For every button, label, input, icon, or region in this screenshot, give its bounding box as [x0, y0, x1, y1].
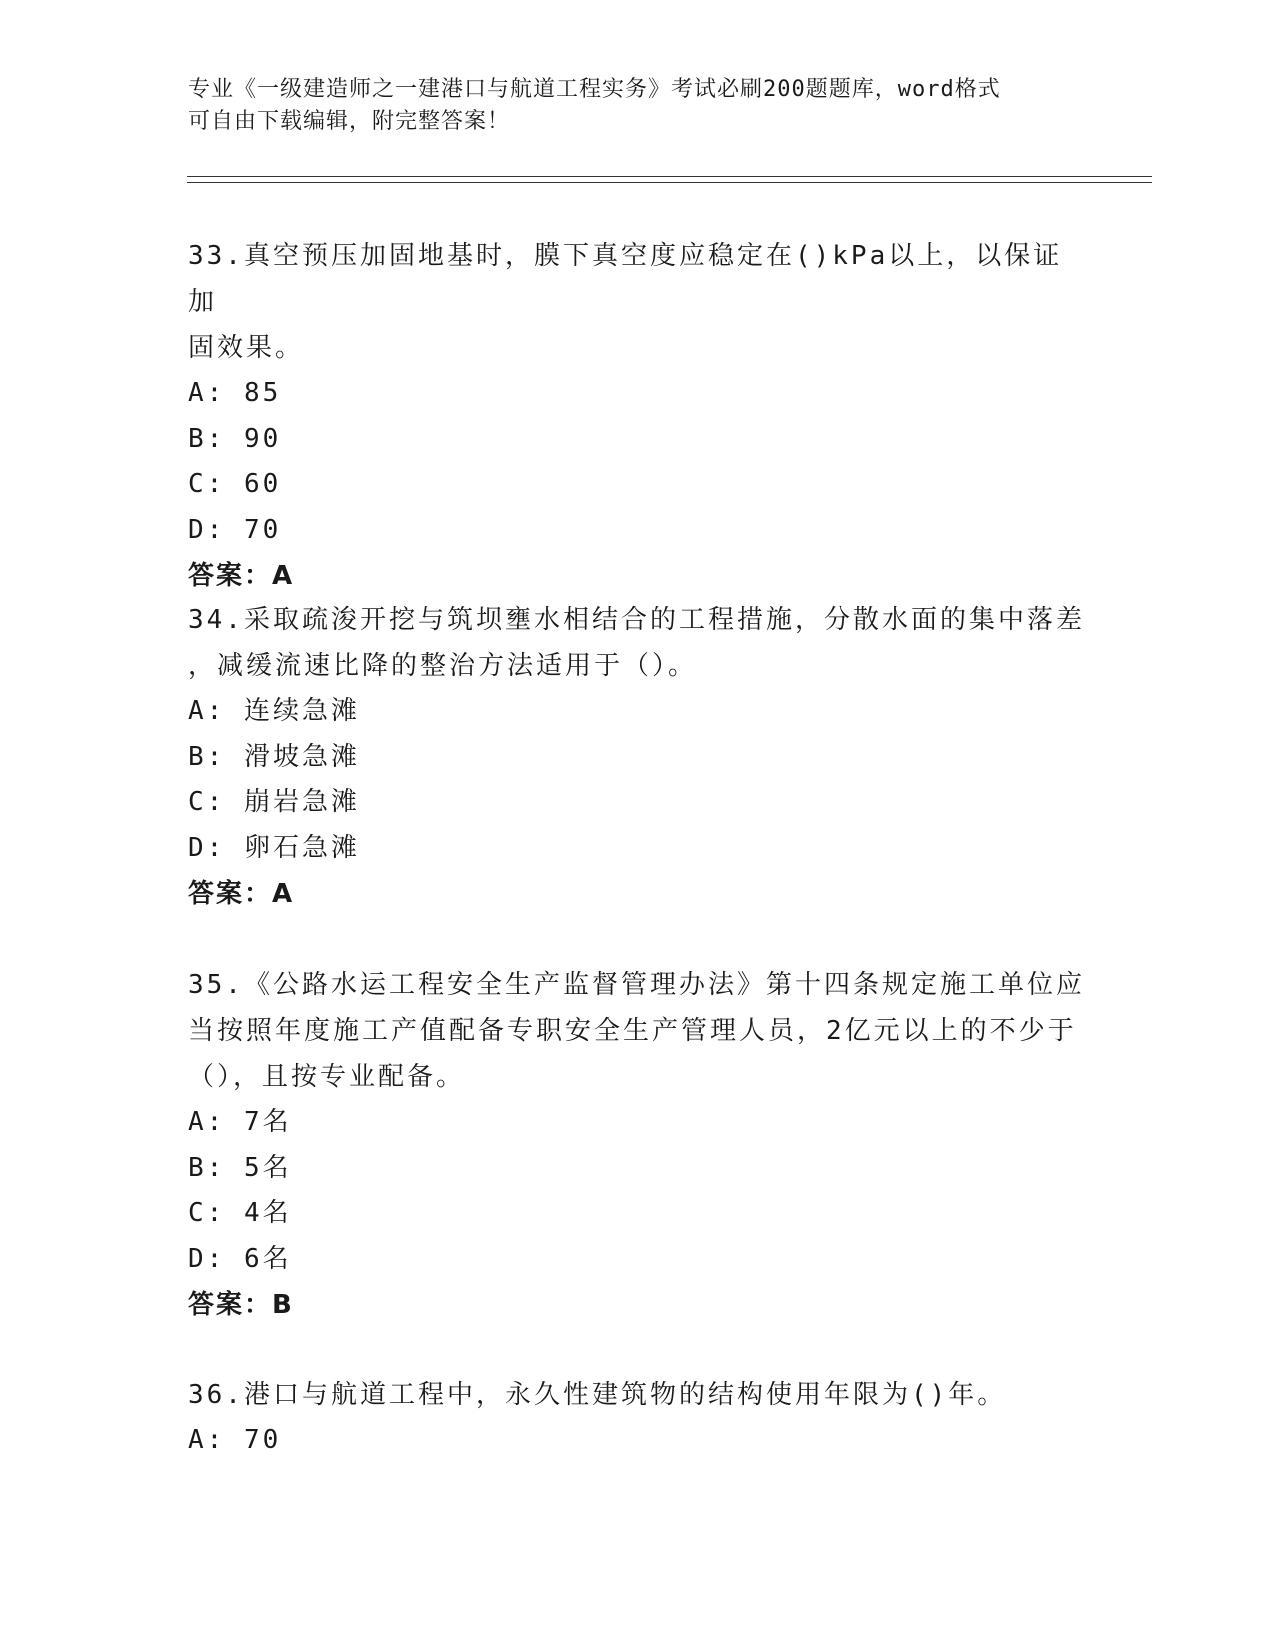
option-b: B: 5名 — [188, 1152, 292, 1183]
question-stem-line: 35.《公路水运工程安全生产监督管理办法》第十四条规定施工单位应 — [188, 970, 1085, 1000]
option-b: B: 滑坡急滩 — [188, 741, 360, 772]
question-stem-line: 固效果。 — [188, 333, 305, 363]
answer: 答案：A — [188, 879, 295, 909]
option-b: B: 90 — [188, 423, 282, 454]
question-stem-line: ，减缓流速比降的整治方法适用于（）。 — [188, 651, 698, 681]
option-d: D: 6名 — [188, 1243, 292, 1274]
question-stem-line: 34.采取疏浚开挖与筑坝壅水相结合的工程措施，分散水面的集中落差 — [188, 605, 1085, 635]
option-c: C: 崩岩急滩 — [188, 787, 360, 817]
option-a: A: 连续急滩 — [188, 696, 360, 726]
question-34 — [188, 597, 1088, 917]
answer: 答案：B — [188, 1290, 294, 1320]
header-divider-bottom — [187, 182, 1152, 183]
question-stem-line: （），且按专业配备。 — [188, 1062, 466, 1092]
option-c: C: 4名 — [188, 1198, 292, 1228]
header-line-2: 可自由下载编辑，附完整答案！ — [188, 109, 511, 134]
option-a: A: 85 — [188, 378, 282, 408]
question-36 — [188, 1372, 1088, 1464]
question-stem-line: 36.港口与航道工程中，永久性建筑物的结构使用年限为()年。 — [188, 1380, 1007, 1410]
question-35 — [188, 962, 1088, 1328]
option-c: C: 60 — [188, 469, 282, 499]
option-d: D: 70 — [188, 514, 282, 545]
question-33 — [188, 233, 1088, 599]
option-a: A: 70 — [188, 1425, 282, 1455]
document-header — [188, 74, 1068, 138]
option-a: A: 7名 — [188, 1107, 292, 1137]
question-stem-line: 33.真空预压加固地基时，膜下真空度应稳定在()kPa以上，以保证加 — [188, 241, 1063, 317]
question-stem-line: 当按照年度施工产值配备专职安全生产管理人员，2亿元以上的不少于 — [188, 1016, 1077, 1046]
header-divider-top — [187, 176, 1152, 177]
option-d: D: 卵石急滩 — [188, 832, 360, 863]
answer: 答案：A — [188, 561, 295, 591]
header-line-1: 专业《一级建造师之一建港口与航道工程实务》考试必刷200题题库，word格式 — [188, 77, 1001, 102]
